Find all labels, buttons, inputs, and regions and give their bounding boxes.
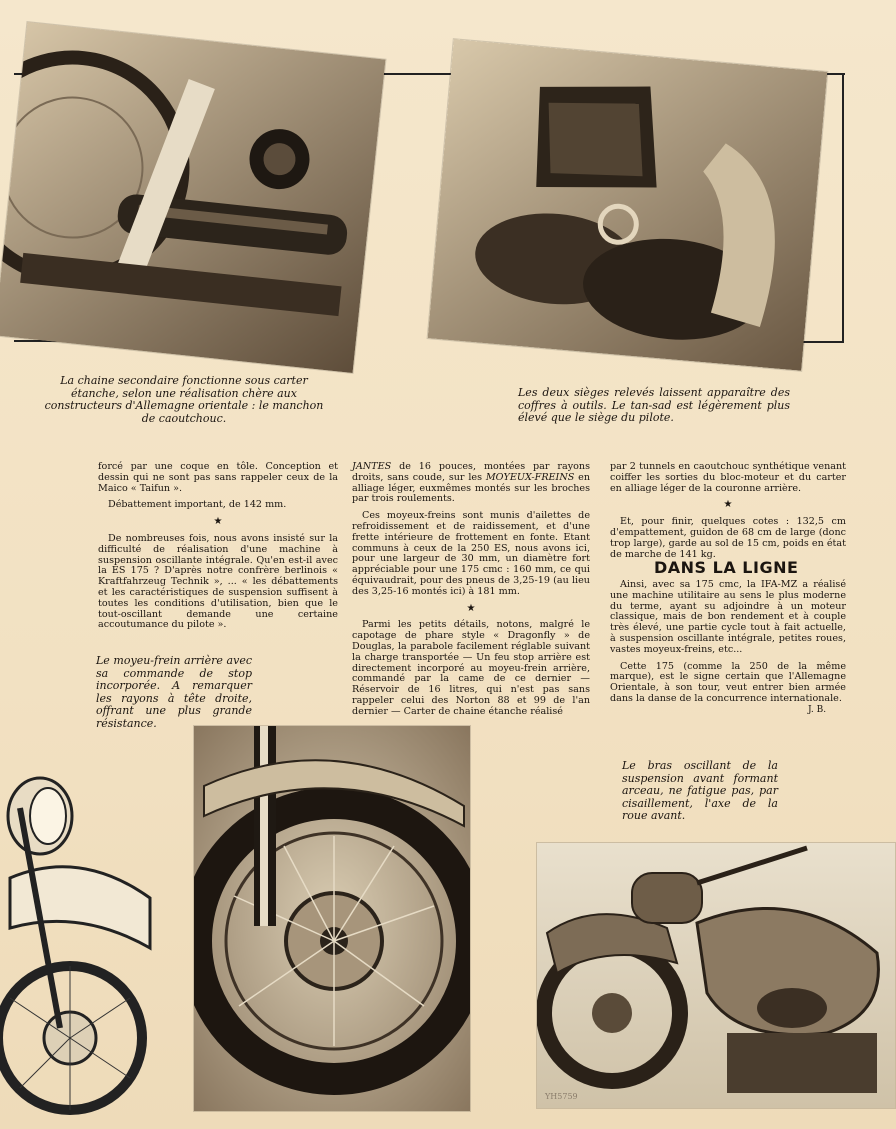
text-column-3: [610, 462, 846, 566]
text-column-2: [352, 462, 590, 724]
archive-stamp: YH5759: [545, 1092, 578, 1101]
col1-paragraph-1: forcé par une coque en tôle. Conception et dessin qui ne sont pas sans rappeler ceux de la Maico « Taifun ».: [98, 461, 338, 494]
photo-chain-casing: [0, 22, 385, 373]
author-signature: J. B.: [808, 705, 827, 715]
photo-front-wheel-hub: [194, 726, 470, 1111]
col1-paragraph-3: De nombreuses fois, nous avons insisté sur la difficulté de réalisation d'une machine à suspension oscillante intégrale. Qu'en est-il avec la ES 175 ? D'après notre confrère berlinois « Kraftfahrzeug Technik », ... « les débattements et les caractéristiques de suspension suffisent à toutes les conditions d'utilisation, bien que le tout-oscillant demande une certaine accoutumance du pilote ».: [98, 532, 338, 631]
col2-star-separator: ★: [466, 602, 476, 614]
illustration-motorcycle-front-image: [0, 748, 160, 1118]
col2-p1-text: de 16 pouces, montées par rayons droits, sans coude, sur les: [352, 461, 590, 483]
caption-rear-hub-brake: Le moyeu-frein arrière avec sa commande de stop incorporée. A remarquer les rayons à tête droite, offrant une plus grande résistance.: [96, 654, 252, 730]
col2-paragraph-2: Ces moyeux-freins sont munis d'ailettes de refroidissement et de raidissement, et d'une frette intérieure de frottement en fonte. Etant communs à ceux de la 250 ES, nous avons ici, pour une largeur de 30 mm, un diamètre fort appréciable pour une 175 cmc : 160 mm, ce qui équivaudrait, pour des pneus de 3,25-19 (au lieu des 3,25-16 montés ici) à 181 mm.: [352, 510, 590, 597]
photo-raised-seats-image: [428, 39, 828, 371]
col3-paragraph-3: Ainsi, avec sa 175 cmc, la IFA-MZ a réalisé une machine utilitaire au sens le plus moderne du terme, ayant su adjoindre à un moteur classique, mais de bon rendement et à couple très élevé, une partie cycle tout à fait actuelle, à suspension oscillante intégrale, petites roues, vastes moyeux-freins, etc...: [610, 579, 846, 655]
section-heading-dans-la-ligne: DANS LA LIGNE: [654, 558, 799, 577]
col3-paragraph-4: Cette 175 (comme la 250 de la même marque), est le signe certain que l'Allemagne Orientale, à son tour, veut entrer bien armée dans la danse de la concurrence internationale.: [610, 660, 846, 704]
col2-p1-end: en alliage léger, euxmêmes montés sur les broches par trois roulements.: [352, 471, 590, 505]
photo-front-wheel-hub-image: [194, 726, 470, 1111]
col2-lead-word: JANTES: [352, 461, 392, 472]
caption-chain-casing: La chaine secondaire fonctionne sous carter étanche, selon une réalisation chère aux constructeurs d'Allemagne orientale : le manchon de caoutchouc.: [44, 374, 324, 425]
photo-chain-casing-image: [0, 22, 385, 373]
photo-tank-and-front: [537, 843, 895, 1108]
illustration-motorcycle-front: [0, 748, 160, 1118]
col3-paragraph-2: Et, pour finir, quelques cotes : 132,5 cm d'empattement, guidon de 68 cm de large (donc trop large), garde au sol de 15 cm, poids en état de marche de 141 kg.: [610, 516, 846, 560]
text-column-3-conclusion: [610, 580, 846, 711]
col2-paragraph-3: Parmi les petits détails, notons, malgré le capotage de phare style « Dragonfly » de Douglas, la parabole facilement réglable suivant la charge transportée — Un feu stop arrière est directement incorporé au moyeu-frein arrière, commandé par la came de ce dernier — Réservoir de 16 litres, qui n'est pas sans rappeler celui des Norton 88 et 99 de l'an dernier — Carter de chaine étanche réalisé: [352, 619, 590, 717]
text-column-1: [98, 462, 338, 637]
caption-front-swingarm: Le bras oscillant de la suspension avant formant arceau, ne fatigue pas, par cisaillement, l'axe de la roue avant.: [622, 759, 778, 822]
photo-raised-seats: [428, 39, 828, 371]
photo-tank-and-front-image: [537, 843, 895, 1108]
col2-p1-em: MOYEUX-FREINS: [485, 471, 575, 483]
col3-paragraph-1: par 2 tunnels en caoutchouc synthétique venant coiffer les sorties du bloc-moteur et du carter en alliage léger de la couronne arrière.: [610, 461, 846, 494]
col1-paragraph-2: Débattement important, de 142 mm.: [108, 499, 287, 511]
right-frame-rule: [842, 73, 844, 343]
col2-paragraph-1: [352, 462, 590, 505]
col1-star-separator: ★: [213, 516, 223, 528]
col3-star-separator: ★: [723, 499, 733, 511]
caption-raised-seats: Les deux sièges relevés laissent apparaître des coffres à outils. Le tan-sad est légèrement plus élevé que le siège du pilote.: [518, 386, 790, 424]
